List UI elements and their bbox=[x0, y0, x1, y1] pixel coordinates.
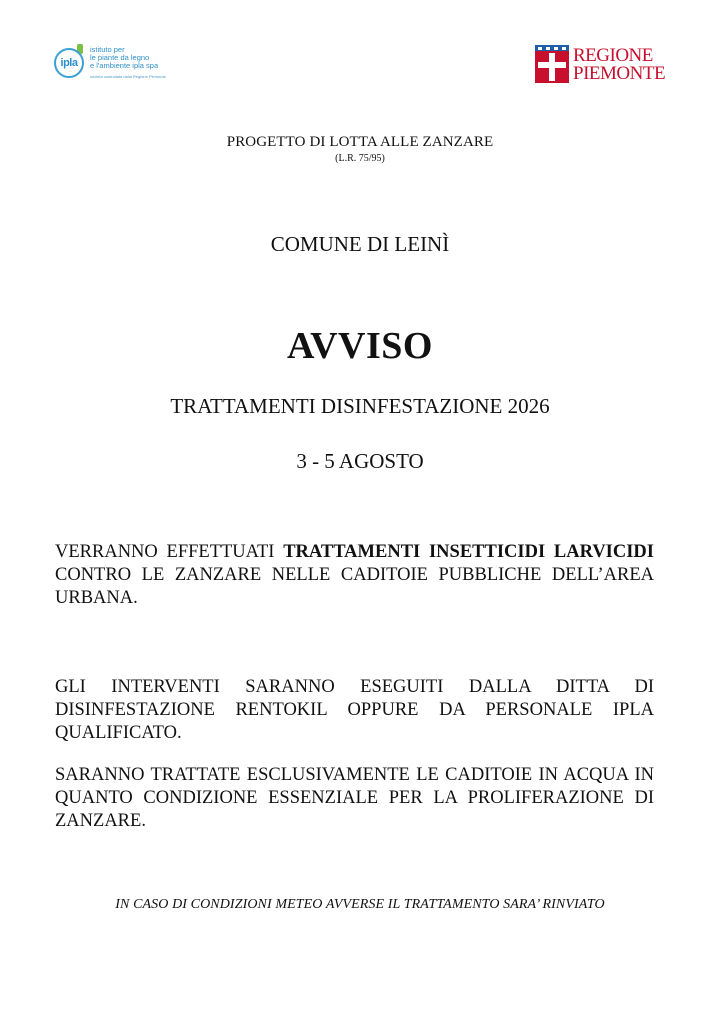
project-title: PROGETTO DI LOTTA ALLE ZANZARE bbox=[226, 134, 494, 150]
regione-logo-line1: REGIONE bbox=[573, 45, 653, 66]
ipla-logo-line4: società controllata dalla Regione Piemonte bbox=[90, 74, 166, 79]
municipality-name: COMUNE DI LEINÌ bbox=[270, 232, 450, 256]
regione-logo-line2: PIEMONTE bbox=[573, 63, 666, 84]
ipla-logo-line2: le piante da legno bbox=[90, 53, 150, 62]
treatment-dates: 3 - 5 AGOSTO bbox=[296, 449, 424, 473]
ipla-logo-line3: e l'ambiente ipla spa bbox=[90, 61, 159, 70]
regione-crest-icon bbox=[535, 45, 569, 83]
weather-footnote: IN CASO DI CONDIZIONI METEO AVVERSE IL TRATTAMENTO SARA’ RINVIATO bbox=[115, 897, 605, 912]
paragraph-drains: SARANNO TRATTATE ESCLUSIVAMENTE LE CADITOIE IN ACQUA IN QUANTO CONDIZIONE ESSENZIALE PER LA PROLIFERAZIONE DI ZANZARE. bbox=[55, 765, 654, 831]
project-law-reference: (L.R. 75/95) bbox=[335, 153, 385, 164]
ipla-logo bbox=[54, 44, 184, 84]
ipla-logo-mark: ipla bbox=[54, 48, 84, 78]
paragraph-treatments-tail: CONTRO LE ZANZARE NELLE CADITOIE PUBBLICHE DELL’AREA URBANA. bbox=[55, 565, 654, 608]
notice-heading: AVVISO bbox=[287, 325, 433, 367]
paragraph-treatments-bold: TRATTAMENTI INSETTICIDI LARVICIDI bbox=[283, 542, 654, 562]
regione-piemonte-logo bbox=[535, 44, 666, 86]
paragraph-operators: GLI INTERVENTI SARANNO ESEGUITI DALLA DITTA DI DISINFESTAZIONE RENTOKIL OPPURE DA PERSONALE IPLA QUALIFICATO. bbox=[55, 677, 654, 743]
ipla-logo-line1: istituto per bbox=[90, 45, 125, 54]
treatments-title: TRATTAMENTI DISINFESTAZIONE 2026 bbox=[170, 394, 550, 418]
paragraph-treatments bbox=[55, 541, 654, 610]
paragraph-treatments-lead: VERRANNO EFFETTUATI bbox=[55, 542, 284, 562]
